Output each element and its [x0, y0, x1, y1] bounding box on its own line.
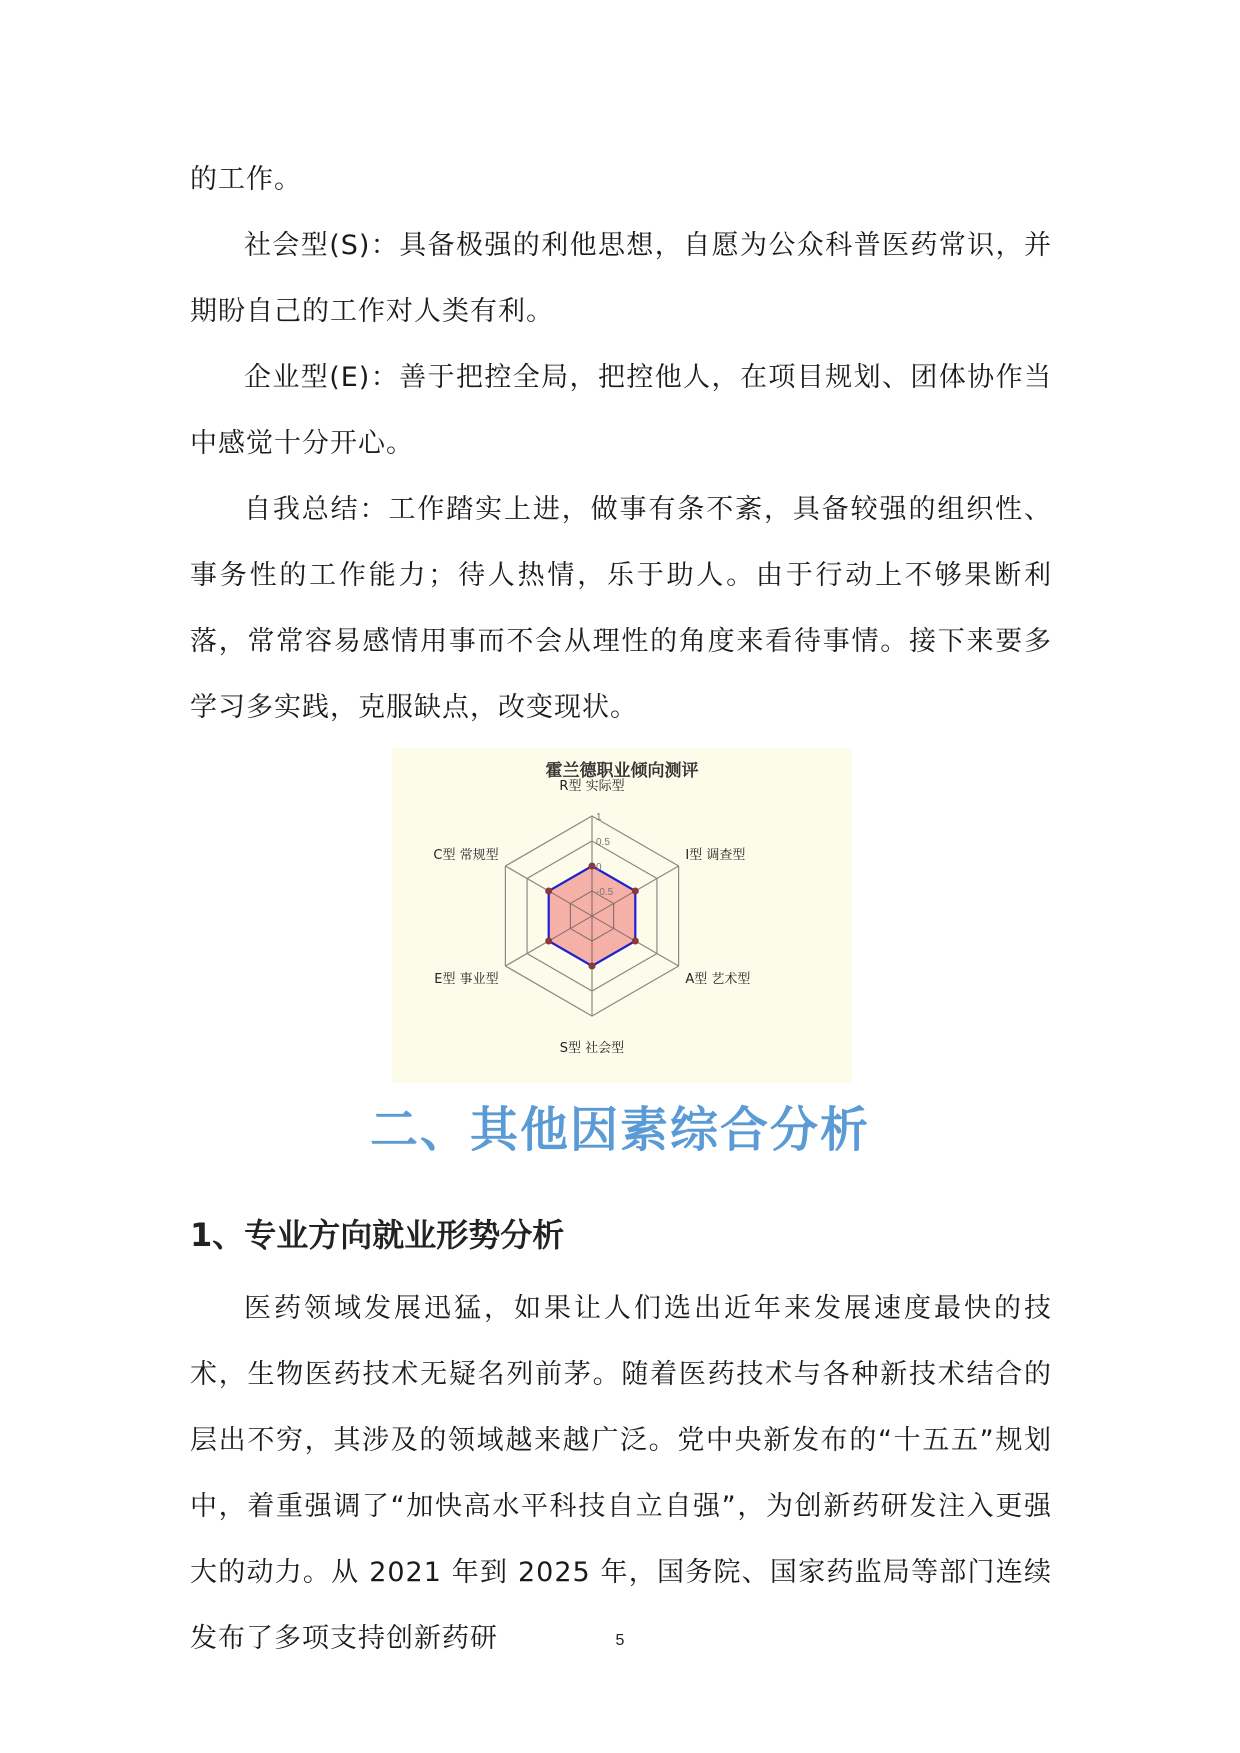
data-point-3	[589, 963, 596, 970]
section-heading: 二、其他因素综合分析	[369, 1102, 870, 1158]
paragraph-4: 自我总结：工作踏实上进，做事有条不紊，具备较强的组织性、事务性的工作能力；待人热情，乐于助人。由于行动上不够果断利落，常常容易感情用事而不会从理性的角度来看待事情。接下来要多学习多实践，克服缺点，改变现状。	[190, 494, 1052, 723]
paragraph-2: 社会型(S)：具备极强的利他思想，自愿为公众科普医药常识，并期盼自己的工作对人类有利。	[190, 230, 1052, 327]
subsection-heading: 1、专业方向就业形势分析	[190, 1216, 565, 1254]
data-point-1	[632, 888, 639, 895]
body-text-top	[190, 147, 1052, 741]
tick-label-1: 0	[596, 862, 602, 873]
body-text-bottom	[190, 1276, 1052, 1672]
page-number: 5	[615, 1632, 625, 1649]
axis-label-2: A型 艺术型	[685, 972, 751, 987]
data-point-4	[545, 938, 552, 945]
data-point-5	[545, 888, 552, 895]
chart-title: 霍兰德职业倾向测评	[545, 761, 699, 780]
paragraph-5: 医药领域发展迅猛，如果让人们选出近年来发展速度最快的技术，生物医药技术无疑名列前茅。随着医药技术与各种新技术结合的层出不穷，其涉及的领域越来越广泛。党中央新发布的“十五五”规划中，着重强调了“加快高水平科技自立自强”，为创新药研发注入更强大的动力。从 2021 年到 2025 年，国务院、国家药监局等部门连续发布了多项支持创新药研	[190, 1293, 1052, 1654]
holland-radar-chart	[392, 748, 852, 1083]
paragraph-1: 的工作。	[190, 164, 302, 195]
axis-label-1: I型 调查型	[685, 848, 746, 863]
axis-label-4: E型 事业型	[434, 972, 499, 987]
tick-label-2: 0.5	[596, 837, 610, 848]
radar-chart-svg	[392, 748, 852, 1083]
axis-label-0: R型 实际型	[559, 779, 625, 794]
axis-label-5: C型 常规型	[433, 848, 499, 863]
axis-label-3: S型 社会型	[559, 1041, 625, 1056]
paragraph-3: 企业型(E)：善于把控全局，把控他人，在项目规划、团体协作当中感觉十分开心。	[190, 362, 1052, 459]
tick-label-3: 1	[596, 812, 602, 823]
radar-series	[545, 863, 639, 970]
tick-label-0: -0.5	[596, 887, 614, 898]
data-point-0	[589, 863, 596, 870]
data-point-2	[632, 938, 639, 945]
